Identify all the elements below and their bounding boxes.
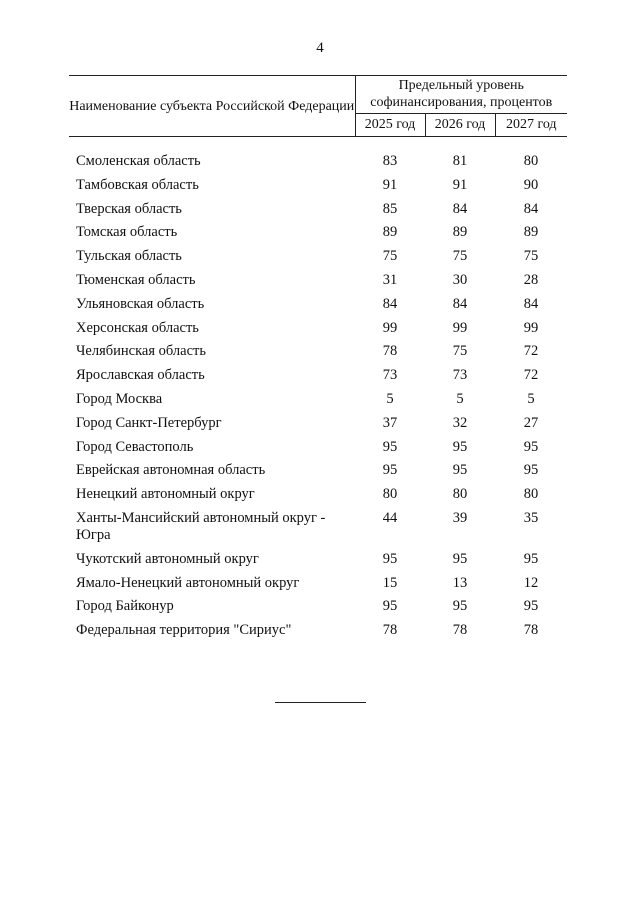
- value-2026-cell: 84: [452, 295, 468, 312]
- value-2025-cell: 44: [382, 509, 398, 526]
- value-2025-cell: 95: [382, 598, 398, 615]
- value-2026-cell: 75: [452, 343, 468, 360]
- subject-name-cell: Смоленская область: [76, 153, 201, 169]
- value-2025-cell: 95: [382, 462, 398, 479]
- value-2026-cell: 89: [452, 224, 468, 241]
- value-2025-cell: 31: [382, 271, 398, 288]
- value-2025-cell: 73: [382, 367, 398, 384]
- subject-name-cell: Федеральная территория "Сириус": [76, 622, 292, 639]
- table-row: [69, 153, 567, 177]
- table-row: [69, 462, 567, 486]
- value-2025-cell: 95: [382, 438, 398, 455]
- end-of-table-rule: [275, 702, 366, 703]
- subject-name-cell: Томская область: [76, 224, 178, 241]
- year-2026-header: 2026 год: [425, 113, 495, 136]
- value-2025-cell: 91: [382, 176, 398, 193]
- value-2025-cell: 89: [382, 224, 398, 241]
- table-row: [69, 248, 567, 272]
- value-2026-cell: 81: [452, 153, 468, 169]
- table-row: [69, 296, 567, 320]
- value-2027-cell: 99: [523, 319, 539, 336]
- value-2026-cell: 95: [452, 438, 468, 455]
- value-2027-cell: 75: [523, 248, 539, 265]
- value-2026-cell: 39: [452, 509, 468, 526]
- value-2025-cell: 5: [386, 390, 394, 407]
- table-row: [69, 575, 567, 599]
- subject-name-cell: Город Байконур: [76, 598, 174, 615]
- subject-name-cell: Город Москва: [76, 390, 163, 407]
- value-2026-cell: 84: [452, 200, 468, 217]
- value-2027-cell: 95: [523, 438, 539, 455]
- value-2026-cell: 5: [456, 390, 464, 407]
- subject-name-cell: Ярославская область: [76, 367, 205, 384]
- table-row: [69, 510, 567, 551]
- value-2026-cell: 73: [452, 367, 468, 384]
- table-row: [69, 551, 567, 575]
- value-2027-cell: 80: [523, 153, 539, 169]
- value-2027-cell: 78: [523, 622, 539, 639]
- subject-name-cell: Тамбовская область: [76, 176, 199, 193]
- table-row: [69, 486, 567, 510]
- cofinancing-table: [69, 75, 567, 646]
- value-2026-cell: 95: [452, 598, 468, 615]
- value-2027-cell: 72: [523, 367, 539, 384]
- subject-name-cell: Тверская область: [76, 200, 182, 217]
- subject-name-cell: Город Санкт-Петербург: [76, 414, 222, 431]
- value-2025-cell: 78: [382, 622, 398, 639]
- value-2027-cell: 84: [523, 295, 539, 312]
- value-2026-cell: 75: [452, 248, 468, 265]
- value-2026-cell: 13: [452, 574, 468, 591]
- value-2025-cell: 78: [382, 343, 398, 360]
- table-row: [69, 391, 567, 415]
- table-header: [69, 76, 567, 137]
- page-number: 4: [316, 40, 324, 56]
- table-row: [69, 177, 567, 201]
- table-row: [69, 224, 567, 248]
- value-2025-cell: 75: [382, 248, 398, 265]
- subject-name-cell: Город Севастополь: [76, 438, 194, 455]
- table-row: [69, 598, 567, 622]
- value-2027-cell: 95: [523, 462, 539, 479]
- subject-name-cell: Ханты-Мансийский автономный округ - Югра: [76, 509, 326, 543]
- value-2027-cell: 27: [523, 414, 539, 431]
- value-2026-cell: 91: [452, 176, 468, 193]
- subject-name-cell: Ульяновская область: [76, 295, 205, 312]
- value-2026-cell: 99: [452, 319, 468, 336]
- value-2027-cell: 90: [523, 176, 539, 193]
- table-body: [69, 137, 567, 646]
- subject-column-header: Наименование субъекта Российской Федерации: [69, 76, 355, 137]
- value-2026-cell: 32: [452, 414, 468, 431]
- subject-name-cell: Челябинская область: [76, 343, 206, 360]
- value-2027-cell: 12: [523, 574, 539, 591]
- table-row: [69, 343, 567, 367]
- value-2027-cell: 5: [527, 390, 535, 407]
- value-2026-cell: 30: [452, 271, 468, 288]
- value-2025-cell: 84: [382, 295, 398, 312]
- year-2025-header: 2025 год: [355, 113, 425, 136]
- subject-name-cell: Еврейская автономная область: [76, 462, 266, 479]
- value-2027-cell: 95: [523, 550, 539, 567]
- value-2025-cell: 95: [382, 550, 398, 567]
- value-2025-cell: 83: [382, 153, 398, 169]
- value-2027-cell: 28: [523, 271, 539, 288]
- table-row: [69, 320, 567, 344]
- value-2026-cell: 95: [452, 550, 468, 567]
- table-row: [69, 622, 567, 646]
- table-row: [69, 415, 567, 439]
- value-2027-cell: 35: [523, 509, 539, 526]
- subject-name-cell: Херсонская область: [76, 319, 199, 336]
- value-2025-cell: 37: [382, 414, 398, 431]
- subject-name-cell: Ямало-Ненецкий автономный округ: [76, 574, 300, 591]
- table-row: [69, 439, 567, 463]
- value-2026-cell: 78: [452, 622, 468, 639]
- value-2027-cell: 84: [523, 200, 539, 217]
- value-2027-cell: 72: [523, 343, 539, 360]
- table-row: [69, 201, 567, 225]
- value-2026-cell: 95: [452, 462, 468, 479]
- value-2025-cell: 15: [382, 574, 398, 591]
- value-2027-cell: 95: [523, 598, 539, 615]
- cofinancing-table-grid: [69, 75, 567, 646]
- value-2025-cell: 80: [382, 486, 398, 503]
- value-2027-cell: 89: [523, 224, 539, 241]
- subject-name-cell: Тюменская область: [76, 271, 196, 288]
- subject-name-cell: Чукотский автономный округ: [76, 550, 259, 567]
- value-2025-cell: 99: [382, 319, 398, 336]
- value-2026-cell: 80: [452, 486, 468, 503]
- table-row: [69, 367, 567, 391]
- table-row: [69, 272, 567, 296]
- subject-name-cell: Тульская область: [76, 248, 182, 265]
- cofinancing-group-header: Предельный уровень софинансирования, процентов: [355, 76, 567, 114]
- subject-name-cell: Ненецкий автономный округ: [76, 486, 255, 503]
- year-2027-header: 2027 год: [495, 113, 567, 136]
- value-2025-cell: 85: [382, 200, 398, 217]
- value-2027-cell: 80: [523, 486, 539, 503]
